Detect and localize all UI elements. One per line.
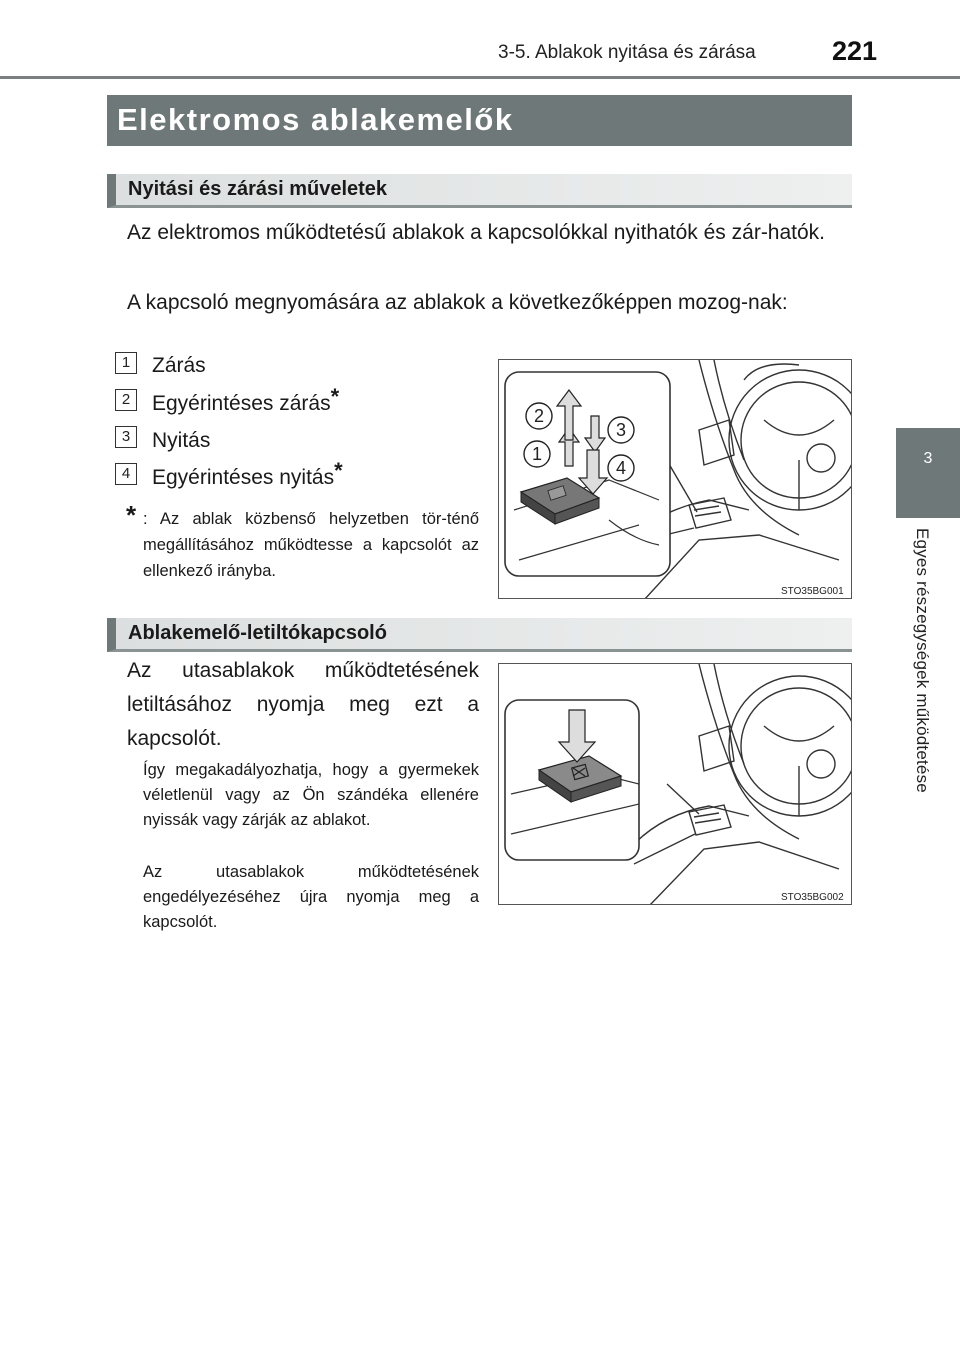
footnote-star: * — [330, 384, 340, 409]
list-item-open: Nyitás — [152, 429, 211, 452]
header-rule — [0, 76, 960, 79]
callout-2: 2 — [533, 406, 545, 426]
chapter-tab — [896, 428, 960, 518]
lock-switch-paragraph: Az utasablakok működtetésének letiltásához nyomja meg ezt a kapcsolót. — [127, 659, 479, 750]
movement-paragraph: A kapcsoló megnyomására az ablakok a következőképpen mozog-nak: — [127, 291, 788, 314]
page-title: Elektromos ablakemelők — [107, 95, 852, 146]
chapter-number: 3 — [923, 450, 933, 467]
figure-code: STO35BG001 — [781, 586, 844, 597]
section-heading-lock-switch: Ablakemelő-letiltókapcsoló — [107, 618, 852, 652]
callout-3: 3 — [615, 420, 627, 440]
list-number-2: 2 — [115, 389, 137, 411]
window-switch-figure — [498, 359, 852, 599]
footnote-text: : Az ablak közbenső helyzetben tör-ténő megállításához működtesse a kapcsolót az ellenkező irányba. — [143, 510, 479, 580]
lock-switch-figure — [498, 663, 852, 905]
section-heading-operations: Nyitási és zárási műveletek — [107, 174, 852, 208]
lock-switch-illustration — [499, 664, 852, 905]
callout-1: 1 — [531, 444, 543, 464]
intro-paragraph: Az elektromos működtetésű ablakok a kapcsolókkal nyithatók és zár-hatók. — [127, 221, 826, 244]
list-number-1: 1 — [115, 352, 137, 374]
callout-4: 4 — [615, 458, 627, 478]
list-item-close: Zárás — [152, 354, 206, 377]
running-header-section: 3-5. Ablakok nyitása és zárása — [498, 42, 756, 63]
lock-switch-explanation: Így megakadályozhatja, hogy a gyermekek véletlenül vagy az Ön szándéka ellenére nyissák vagy zárják az ablakot. — [143, 761, 479, 829]
page-number: 221 — [832, 36, 878, 66]
list-number-4: 4 — [115, 463, 137, 485]
figure-code: STO35BG002 — [781, 892, 844, 903]
list-item-one-touch-open: Egyérintéses nyitás* — [152, 458, 343, 489]
footnote-star: * — [334, 458, 343, 483]
list-number-3: 3 — [115, 426, 137, 448]
window-switch-illustration — [499, 360, 852, 599]
note-star: * — [126, 500, 137, 530]
list-item-one-touch-close: Egyérintéses zárás* — [152, 384, 340, 415]
lock-switch-reenable: Az utasablakok működtetésének engedélyezéséhez újra nyomja meg a kapcsolót. — [143, 863, 479, 931]
chapter-title: Egyes részegységek működtetése — [913, 528, 932, 793]
